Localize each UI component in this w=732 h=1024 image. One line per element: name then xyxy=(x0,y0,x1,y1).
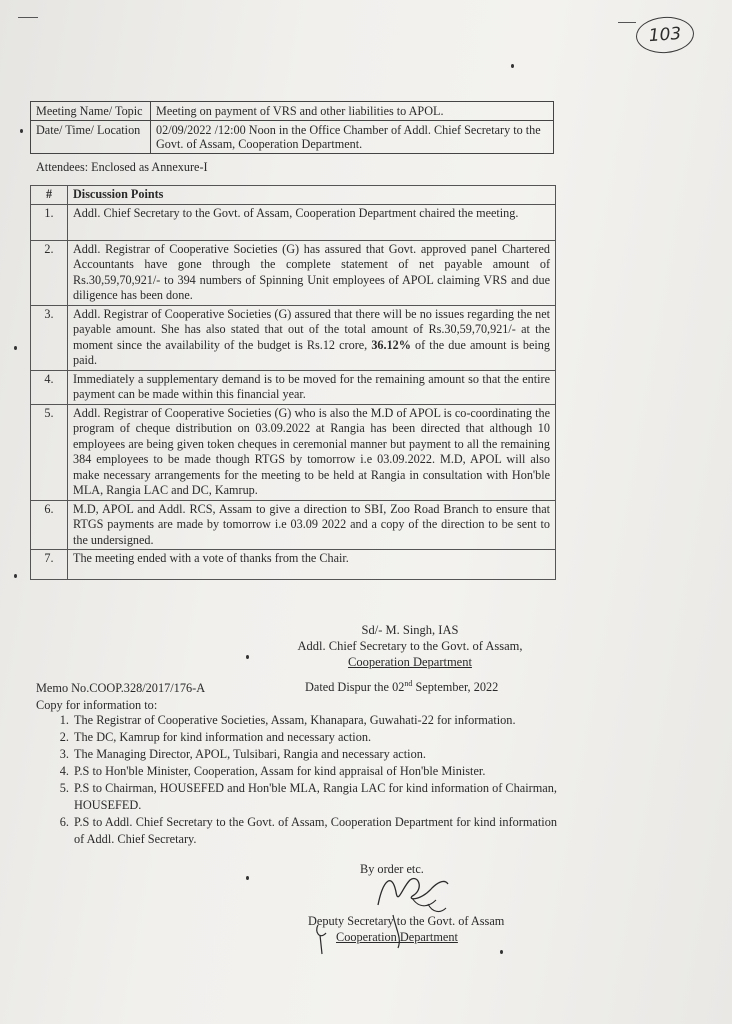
row-number: 2. xyxy=(31,240,68,305)
table-row xyxy=(31,305,556,370)
header-number: # xyxy=(31,186,68,205)
scan-speck xyxy=(511,64,514,68)
row-text: M.D, APOL and Addl. RCS, Assam to give a direction to SBI, Zoo Road Branch to ensure that RTGS payments are made by tomorrow i.e 03.09 2022 and a copy of the direction to be sent to the undersigned. xyxy=(68,500,556,550)
row-number: 3. xyxy=(31,305,68,370)
attendees-line: Attendees: Enclosed as Annexure-I xyxy=(36,160,208,174)
copy-list xyxy=(44,712,557,848)
scan-speck xyxy=(246,876,249,880)
header-discussion-points: Discussion Points xyxy=(68,186,556,205)
signatory-name: Sd/- M. Singh, IAS xyxy=(361,623,459,637)
signatory-department: Cooperation Department xyxy=(348,655,472,669)
date-ordinal: nd xyxy=(404,679,413,688)
list-item: 4. P.S to Hon'ble Minister, Cooperation, Assam for kind appraisal of Hon'ble Minister. xyxy=(72,763,557,780)
scan-speck xyxy=(500,950,503,954)
percentage-bold: 36.12% xyxy=(371,337,411,352)
deputy-title: Deputy Secretary to the Govt. of Assam xyxy=(308,914,505,928)
row-text: Addl. Chief Secretary to the Govt. of Assam, Cooperation Department chaired the meeting. xyxy=(68,204,556,240)
table-row xyxy=(31,370,556,404)
row-number: 7. xyxy=(31,550,68,580)
row-number: 4. xyxy=(31,370,68,404)
row-text-part: of the due amount is being paid. xyxy=(73,337,550,367)
row-text: The meeting ended with a vote of thanks from the Chair. xyxy=(68,550,556,580)
table-row xyxy=(31,404,556,500)
meeting-info-table xyxy=(30,101,554,154)
scan-mark xyxy=(618,22,636,23)
meeting-name-label: Meeting Name/ Topic xyxy=(31,102,151,121)
page-number-handwritten: 103 xyxy=(635,15,695,55)
table-row xyxy=(31,204,556,240)
table-row xyxy=(31,500,556,550)
deputy-signatory-block xyxy=(308,913,504,945)
meeting-name-value: Meeting on payment of VRS and other liabilities to APOL. xyxy=(151,102,554,121)
discussion-table xyxy=(30,185,556,580)
discussion-header-row xyxy=(31,186,556,205)
meeting-date-value: 02/09/2022 /12:00 Noon in the Office Chamber of Addl. Chief Secretary to the Govt. of Assam, Cooperation Department. xyxy=(151,121,554,154)
row-text: Immediately a supplementary demand is to be moved for the remaining amount so that the entire payment can be made within this financial year. xyxy=(68,370,556,404)
date-text: September, 2022 xyxy=(412,680,499,695)
memo-date xyxy=(305,679,498,695)
row-text: Addl. Registrar of Cooperative Societies (G) who is also the M.D of APOL is co-coordinating the program of cheque distribution on 03.09.2022 at Rangia has been directed that although 10 employees are being given token cheques in ceremonial manner but payment to all the remaining 384 employees to be made though RTGS by tomorrow i.e 03.09.2022. M.D, APOL will also make necessary arrangements for the meeting to be held at Rangia in consultation with Hon'ble MLA, Rangia LAC and DC, Kamrup. xyxy=(68,404,556,500)
list-item: 6. P.S to Addl. Chief Secretary to the Govt. of Assam, Cooperation Department for kind information of Addl. Chief Secretary. xyxy=(72,814,557,848)
scan-mark xyxy=(18,17,38,18)
row-number: 1. xyxy=(31,204,68,240)
deputy-department: Cooperation Department xyxy=(336,930,458,944)
row-text-part: Addl. Registrar of Cooperative Societies (G) assured that there will be no issues regarding the net payable amount. She has also stated that out of the total amount of Rs.30,59,70,921/- at the moment since the availability of the budget is Rs.12 crore, xyxy=(73,306,550,352)
list-item: 1. The Registrar of Cooperative Societies, Assam, Khanapara, Guwahati-22 for information. xyxy=(72,712,557,729)
scan-speck xyxy=(20,129,23,133)
memo-number: Memo No.COOP.328/2017/176-A xyxy=(36,681,206,695)
meeting-name-row xyxy=(31,102,554,121)
table-row xyxy=(31,550,556,580)
signatory-title: Addl. Chief Secretary to the Govt. of Assam, xyxy=(297,639,523,653)
copy-for-heading: Copy for information to: xyxy=(36,698,158,712)
row-number: 5. xyxy=(31,404,68,500)
scan-speck xyxy=(246,655,249,659)
list-item: 3. The Managing Director, APOL, Tulsibari, Rangia and necessary action. xyxy=(72,746,557,763)
meeting-date-row xyxy=(31,121,554,154)
signature-block xyxy=(280,622,540,670)
scan-speck xyxy=(14,574,17,578)
row-text: Addl. Registrar of Cooperative Societies (G) has assured that Govt. approved panel Chartered Accountants have gone through the complete statement of net payable amount of Rs.30,59,70,921/- to 394 numbers of Spinning Unit employees of APOL claiming VRS and due diligence has been done. xyxy=(68,240,556,305)
date-text: Dated Dispur the 02 xyxy=(305,680,405,695)
list-item: 5. P.S to Chairman, HOUSEFED and Hon'ble MLA, Rangia LAC for kind information of Chairman, HOUSEFED. xyxy=(72,780,557,814)
list-item: 2. The DC, Kamrup for kind information and necessary action. xyxy=(72,729,557,746)
table-row xyxy=(31,240,556,305)
meeting-date-label: Date/ Time/ Location xyxy=(31,121,151,154)
scan-speck xyxy=(14,346,17,350)
by-order-line: By order etc. xyxy=(360,862,424,876)
row-text xyxy=(68,305,556,370)
row-number: 6. xyxy=(31,500,68,550)
